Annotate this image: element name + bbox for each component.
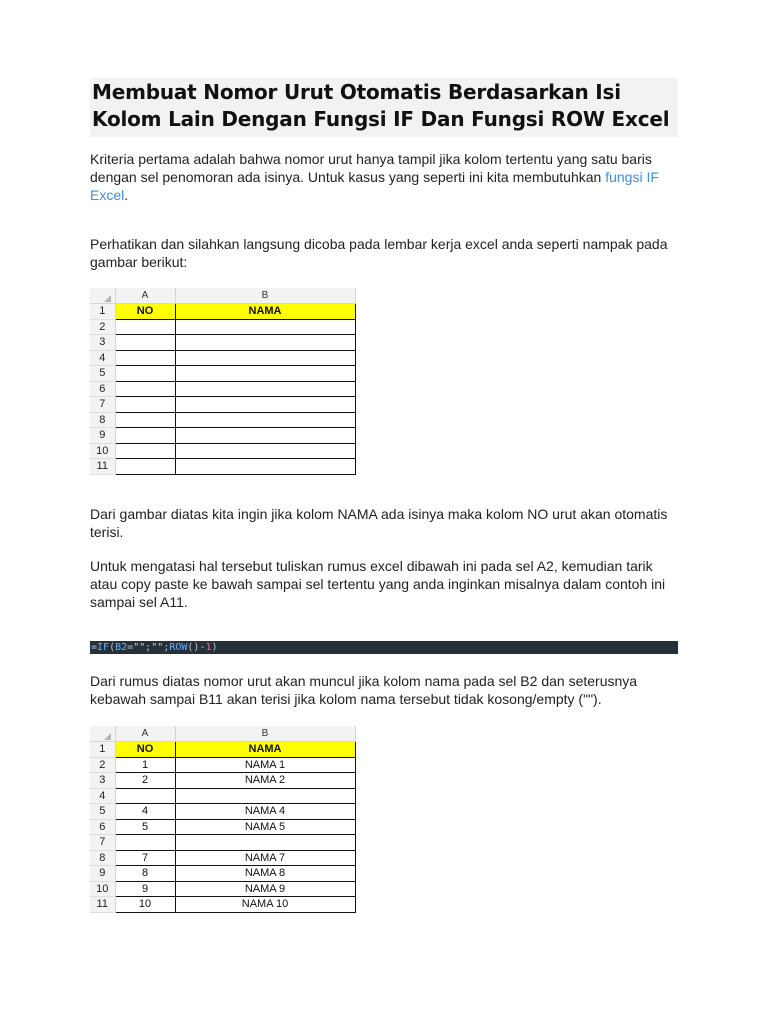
paragraph-criteria [90,150,680,204]
table-row [90,804,355,820]
header-cell-nama: NAMA [175,742,355,758]
table-row [90,881,355,897]
cell-nama[interactable] [175,397,355,413]
spreadsheet-filled [90,726,356,913]
cell-no[interactable] [115,835,175,851]
row-header: 10 [90,443,115,459]
select-all-corner[interactable] [90,726,115,742]
cell-no[interactable]: 2 [115,773,175,789]
formula-token: ) [211,642,218,653]
row-header: 3 [90,773,115,789]
cell-no[interactable] [115,397,175,413]
row-header: 9 [90,866,115,882]
cell-nama[interactable] [175,319,355,335]
row-header: 1 [90,742,115,758]
formula-token: = [91,642,98,653]
cell-no[interactable]: 9 [115,881,175,897]
cell-no[interactable] [115,443,175,459]
cell-no[interactable]: 4 [115,804,175,820]
table-row [90,773,355,789]
column-header-b: B [175,726,355,742]
cell-nama[interactable]: NAMA 8 [175,866,355,882]
cell-nama[interactable]: NAMA 2 [175,773,355,789]
row-header: 2 [90,757,115,773]
table-row [90,397,355,413]
table-row [90,866,355,882]
row-header: 6 [90,819,115,835]
cell-no[interactable] [115,412,175,428]
cell-no[interactable] [115,381,175,397]
row-header: 4 [90,788,115,804]
cell-no[interactable]: 1 [115,757,175,773]
cell-no[interactable] [115,319,175,335]
paragraph-text: . [124,187,129,203]
cell-nama[interactable]: NAMA 4 [175,804,355,820]
row-header: 8 [90,850,115,866]
column-header-b: B [175,288,355,304]
spreadsheet-empty [90,288,356,475]
page-title: Membuat Nomor Urut Otomatis Berdasarkan Isi Kolom Lain Dengan Fungsi IF Dan Fungsi ROW Excel [90,78,678,137]
table-row [90,366,355,382]
cell-nama[interactable] [175,428,355,444]
cell-nama[interactable] [175,459,355,475]
row-header: 5 [90,804,115,820]
row-header: 6 [90,381,115,397]
cell-nama[interactable] [175,835,355,851]
row-header: 8 [90,412,115,428]
table-row [90,335,355,351]
formula-token: 1 [205,642,212,653]
row-header: 10 [90,881,115,897]
fungsi-if-link[interactable]: fungsi IF Excel [90,169,659,203]
select-all-corner[interactable] [90,288,115,304]
row-header: 2 [90,319,115,335]
cell-no[interactable] [115,428,175,444]
table-row [90,897,355,913]
cell-nama[interactable] [175,366,355,382]
formula-token: - [199,642,206,653]
formula-token: "" [133,642,146,653]
column-header-a: A [115,288,175,304]
cell-nama[interactable] [175,788,355,804]
cell-nama[interactable] [175,381,355,397]
cell-no[interactable]: 8 [115,866,175,882]
header-cell-nama: NAMA [175,304,355,320]
row-header: 4 [90,350,115,366]
column-header-a: A [115,726,175,742]
cell-no[interactable] [115,459,175,475]
row-header: 11 [90,459,115,475]
cell-nama[interactable] [175,443,355,459]
table-row [90,412,355,428]
row-header: 11 [90,897,115,913]
header-cell-no: NO [115,304,175,320]
cell-no[interactable] [115,788,175,804]
cell-nama[interactable] [175,412,355,428]
formula-token: = [127,642,134,653]
formula-token: ; [145,642,152,653]
cell-no[interactable]: 10 [115,897,175,913]
paragraph-explanation: Dari gambar diatas kita ingin jika kolom NAMA ada isinya maka kolom NO urut akan otomatis terisi. [90,506,668,540]
paragraph-formula-instruction: Untuk mengatasi hal tersebut tuliskan rumus excel dibawah ini pada sel A2, kemudian tarik atau copy paste ke bawah sampai sel tertentu yang anda inginkan misalnya dalam contoh ini sampai sel A11. [90,558,666,610]
cell-no[interactable] [115,335,175,351]
cell-nama[interactable]: NAMA 1 [175,757,355,773]
row-header: 7 [90,835,115,851]
paragraph-instruction: Perhatikan dan silahkan langsung dicoba pada lembar kerja excel anda seperti nampak pada gambar berikut: [90,236,668,270]
table-row [90,443,355,459]
cell-nama[interactable]: NAMA 10 [175,897,355,913]
cell-no[interactable]: 5 [115,819,175,835]
cell-no[interactable] [115,366,175,382]
formula-token: B2 [115,642,128,653]
row-header: 7 [90,397,115,413]
cell-nama[interactable] [175,350,355,366]
cell-no[interactable]: 7 [115,850,175,866]
row-header: 1 [90,304,115,320]
formula-token: ( [109,642,116,653]
table-row [90,819,355,835]
table-row [90,850,355,866]
header-cell-no: NO [115,742,175,758]
cell-nama[interactable]: NAMA 5 [175,819,355,835]
table-row [90,835,355,851]
table-row [90,319,355,335]
paragraph-text: Kriteria pertama adalah bahwa nomor urut hanya tampil jika kolom tertentu yang satu baris dengan sel penomoran ada isinya. Untuk kasus yang seperti ini kita membutuhkan [90,151,652,185]
cell-no[interactable] [115,350,175,366]
row-header: 5 [90,366,115,382]
row-header: 3 [90,335,115,351]
formula-token: () [187,642,200,653]
paragraph-result: Dari rumus diatas nomor urut akan muncul jika kolom nama pada sel B2 dan seterusnya kebawah sampai B11 akan terisi jika kolom nama tersebut tidak kosong/empty (""). [90,673,638,707]
cell-nama[interactable]: NAMA 7 [175,850,355,866]
formula-code-block [90,641,678,654]
formula-token: IF [97,642,110,653]
row-header: 9 [90,428,115,444]
cell-nama[interactable]: NAMA 9 [175,881,355,897]
formula-token: "" [151,642,164,653]
table-row [90,350,355,366]
formula-token: ROW [169,642,188,653]
table-row [90,757,355,773]
formula-token: ; [163,642,170,653]
cell-nama[interactable] [175,335,355,351]
table-row [90,428,355,444]
table-row [90,459,355,475]
table-row [90,788,355,804]
table-row [90,381,355,397]
